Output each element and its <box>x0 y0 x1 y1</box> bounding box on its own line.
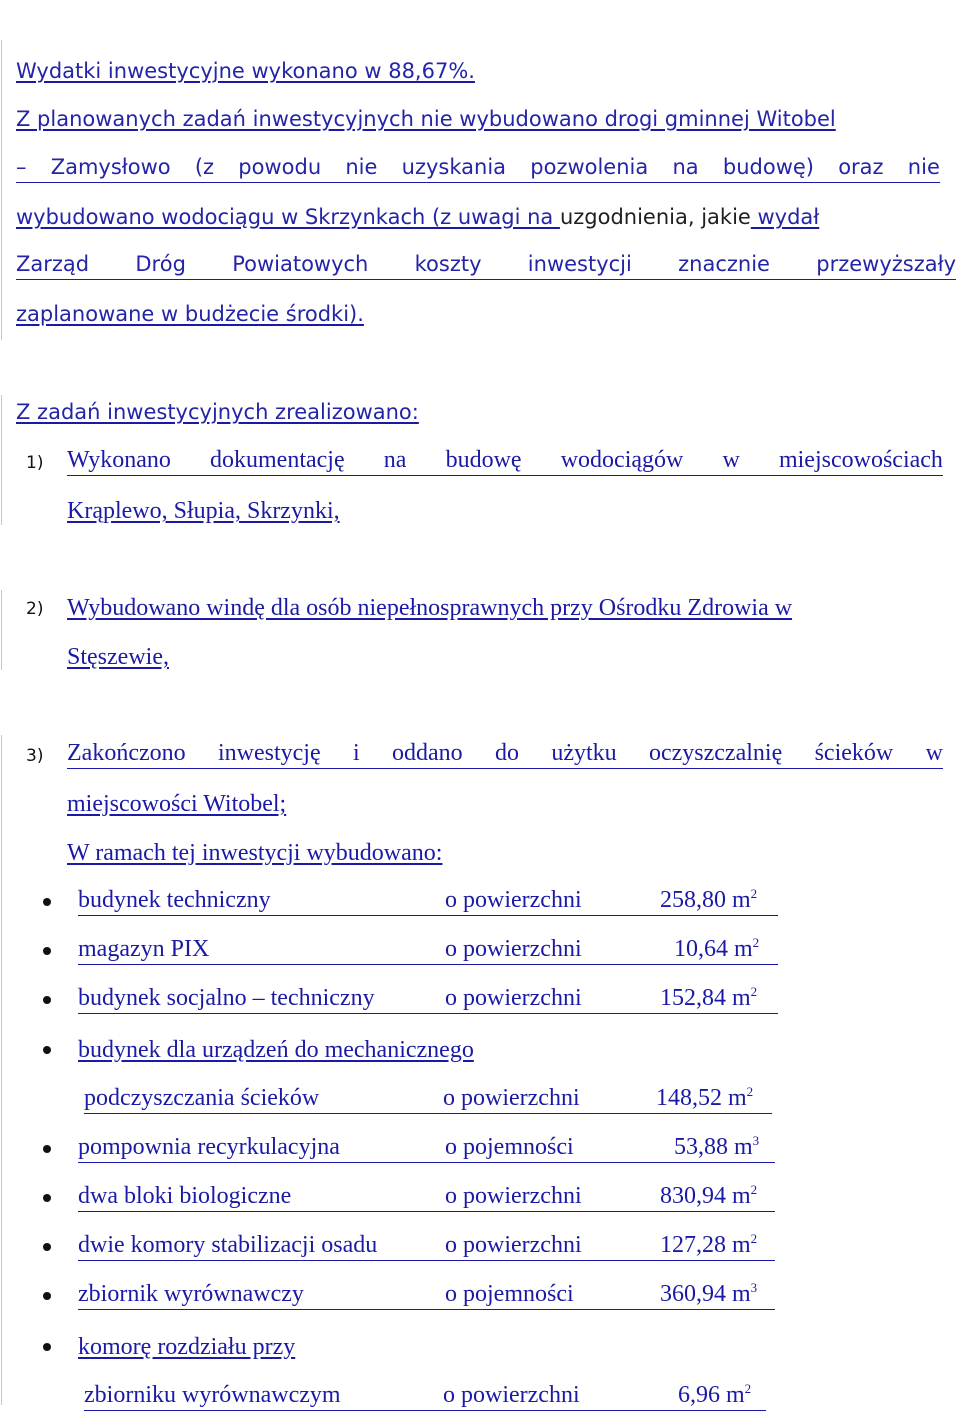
building-value: 53,88 m <box>674 1134 753 1160</box>
word: inwestycji <box>527 252 632 276</box>
building-measure: o powierzchni <box>443 1085 580 1111</box>
building-name: budynek socjalno – techniczny <box>78 985 375 1011</box>
change-bar <box>1 735 2 1405</box>
change-bar <box>1 590 2 670</box>
building-row <box>78 936 778 965</box>
word: powodu <box>238 155 322 179</box>
word: uzyskania <box>401 155 507 179</box>
unit-exponent: 3 <box>750 1280 758 1295</box>
word: Dróg <box>135 252 186 276</box>
building-measure: o powierzchni <box>443 1382 580 1408</box>
building-measure: o powierzchni <box>445 936 582 962</box>
intro-line-5: zaplanowane w budżecie środki). <box>16 302 364 326</box>
word: użytku <box>551 740 617 766</box>
building-value: 148,52 m <box>656 1085 747 1111</box>
unit-exponent: 2 <box>752 935 760 950</box>
bullet <box>43 898 51 906</box>
intro-line-2 <box>16 154 940 183</box>
building-row <box>78 1134 775 1163</box>
word: koszty <box>414 252 482 276</box>
word: do <box>494 740 519 766</box>
word: (z <box>194 155 215 179</box>
word: Zarząd <box>16 252 90 276</box>
building-row <box>78 887 778 916</box>
task-1-line-2: Krąplewo, Słupia, Skrzynki, <box>67 498 340 524</box>
building-value: 127,28 m <box>660 1232 751 1258</box>
word: Wykonano <box>67 447 171 473</box>
task-3-line-3: W ramach tej inwestycji wybudowano: <box>67 840 443 866</box>
unit-exponent: 2 <box>750 984 758 999</box>
building-row <box>78 1183 775 1212</box>
unit-exponent: 2 <box>750 886 758 901</box>
word: na <box>383 447 407 473</box>
unit-exponent: 2 <box>750 1182 758 1197</box>
building-name: podczyszczania ścieków <box>84 1085 320 1111</box>
word: budowę <box>445 447 522 473</box>
item-number: 1) <box>26 453 44 473</box>
word: wodociągów <box>560 447 684 473</box>
building-name: budynek techniczny <box>78 887 271 913</box>
word: w <box>722 447 740 473</box>
tasks-heading: Z zadań inwestycyjnych zrealizowano: <box>16 400 419 424</box>
bullet <box>43 1145 51 1153</box>
building-value: 10,64 m <box>674 936 753 962</box>
building-measure: o pojemności <box>445 1281 574 1307</box>
word: miejscowościach <box>778 447 943 473</box>
task-3-line-1 <box>67 740 943 769</box>
word: pozwolenia <box>530 155 649 179</box>
word: nie <box>345 155 378 179</box>
change-bar <box>1 395 2 525</box>
word: oddano <box>391 740 463 766</box>
building-name: komorę rozdziału przy <box>78 1334 296 1360</box>
building-value: 360,94 m <box>660 1281 751 1307</box>
word: oraz <box>838 155 884 179</box>
building-name: budynek dla urządzeń do mechanicznego <box>78 1037 474 1063</box>
building-measure: o pojemności <box>445 1134 574 1160</box>
word: inwestycję <box>217 740 321 766</box>
bullet <box>43 1343 51 1351</box>
word: dokumentację <box>210 447 345 473</box>
bullet <box>43 947 51 955</box>
word: znacznie <box>678 252 770 276</box>
word: przewyższały <box>816 252 956 276</box>
task-3-line-2: miejscowości Witobel; <box>67 791 287 817</box>
word: Powiatowych <box>232 252 369 276</box>
building-name: dwie komory stabilizacji osadu <box>78 1232 378 1258</box>
building-row <box>78 1232 775 1261</box>
unit-exponent: 3 <box>752 1133 760 1148</box>
word: Zakończono <box>67 740 186 766</box>
bullet <box>43 1292 51 1300</box>
item-number: 3) <box>26 746 44 766</box>
intro-line-3: wybudowano wodociągu w Skrzynkach (z uwagi na uzgodnienia, jakie wydał <box>16 205 820 229</box>
building-measure: o powierzchni <box>445 985 582 1011</box>
intro-line-4 <box>16 251 956 280</box>
building-value: 830,94 m <box>660 1183 751 1209</box>
building-value: 6,96 m <box>678 1382 745 1408</box>
change-bar <box>1 40 2 340</box>
bullet <box>43 996 51 1004</box>
word: – <box>16 155 27 179</box>
building-measure: o powierzchni <box>445 887 582 913</box>
word: ścieków <box>814 740 894 766</box>
building-value: 258,80 m <box>660 887 751 913</box>
word: i <box>352 740 360 766</box>
building-row <box>78 985 778 1014</box>
building-row <box>78 1281 775 1310</box>
unit-exponent: 2 <box>744 1381 752 1396</box>
bullet <box>43 1194 51 1202</box>
building-row <box>84 1382 766 1411</box>
bullet <box>43 1243 51 1251</box>
task-1-line-1 <box>67 447 943 476</box>
word: budowę) <box>722 155 814 179</box>
building-measure: o powierzchni <box>445 1183 582 1209</box>
building-measure: o powierzchni <box>445 1232 582 1258</box>
unit-exponent: 2 <box>750 1231 758 1246</box>
item-number: 2) <box>26 599 44 619</box>
word: oczyszczalnię <box>648 740 783 766</box>
task-2-line-1: Wybudowano windę dla osób niepełnosprawnych przy Ośrodku Zdrowia w <box>67 595 793 621</box>
building-name: zbiorniku wyrównawczym <box>84 1382 341 1408</box>
budget-summary: Wydatki inwestycyjne wykonano w 88,67%. <box>16 59 475 83</box>
word: nie <box>907 155 940 179</box>
building-name: dwa bloki biologiczne <box>78 1183 292 1209</box>
word: na <box>672 155 699 179</box>
building-row <box>84 1085 772 1114</box>
building-name: zbiornik wyrównawczy <box>78 1281 304 1307</box>
task-2-line-2: Stęszewie, <box>67 644 169 670</box>
unit-exponent: 2 <box>746 1084 754 1099</box>
building-name: pompownia recyrkulacyjna <box>78 1134 340 1160</box>
building-name: magazyn PIX <box>78 936 210 962</box>
bullet <box>43 1046 51 1054</box>
intro-line-1: Z planowanych zadań inwestycyjnych nie wybudowano drogi gminnej Witobel <box>16 107 836 131</box>
word: w <box>925 740 943 766</box>
building-value: 152,84 m <box>660 985 751 1011</box>
word: Zamysłowo <box>50 155 171 179</box>
